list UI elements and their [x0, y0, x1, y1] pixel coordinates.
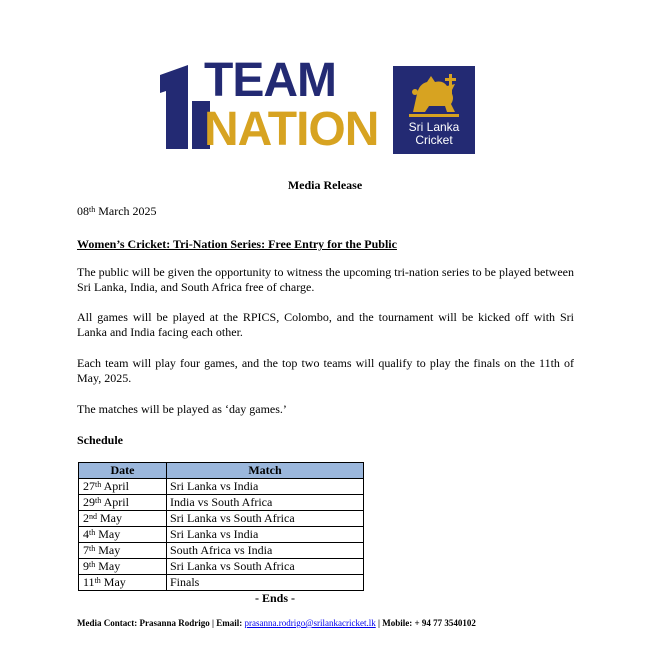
- schedule-heading: Schedule: [77, 433, 124, 447]
- numeral-one-logo-mark: [160, 65, 210, 149]
- badge-text-cricket: Cricket: [415, 133, 453, 147]
- contact-mobile: Mobile: + 94 77 3540102: [382, 618, 476, 628]
- ends-marker: - Ends -: [255, 591, 296, 605]
- table-row: [79, 559, 364, 575]
- paragraph-public-opportunity: The public will be given the opportunity to witness the upcoming tri-nation series to be played between Sri Lanka, India, and South Africa free of charge.: [77, 265, 574, 294]
- table-row: [79, 543, 364, 559]
- table-header-row: [79, 463, 364, 479]
- date-suffix: th: [89, 205, 96, 214]
- contact-separator: |: [375, 618, 383, 628]
- release-date: [77, 204, 157, 219]
- date-cell: 11th May: [79, 575, 167, 591]
- badge-text-sri-lanka: Sri Lanka: [408, 120, 460, 134]
- date-cell: 9th May: [79, 559, 167, 575]
- release-type: Media Release: [287, 178, 363, 192]
- match-cell: Sri Lanka vs South Africa: [167, 511, 364, 527]
- table-row: [79, 575, 364, 591]
- team-nation-logo: [160, 54, 480, 160]
- logo-word-team: TEAM: [204, 54, 336, 107]
- date-cell: 27th April: [79, 479, 167, 495]
- table-row: [79, 511, 364, 527]
- column-header-match: Match: [167, 463, 364, 479]
- date-cell: 7th May: [79, 543, 167, 559]
- table-row: [79, 495, 364, 511]
- contact-prefix: Media Contact: Prasanna Rodrigo | Email:: [77, 618, 245, 628]
- schedule-table: [78, 462, 364, 591]
- sri-lanka-cricket-badge: [393, 66, 475, 154]
- email-link[interactable]: prasanna.rodrigo@srilankacricket.lk: [244, 618, 376, 628]
- match-cell: Sri Lanka vs South Africa: [167, 559, 364, 575]
- paragraph-venue: All games will be played at the RPICS, Colombo, and the tournament will be kicked off with Sri Lanka and India facing each other.: [77, 310, 574, 339]
- date-cell: 2nd May: [79, 511, 167, 527]
- date-rest: March 2025: [98, 204, 157, 218]
- table-row: [79, 479, 364, 495]
- date-cell: 4th May: [79, 527, 167, 543]
- match-cell: India vs South Africa: [167, 495, 364, 511]
- match-cell: Finals: [167, 575, 364, 591]
- match-cell: Sri Lanka vs India: [167, 479, 364, 495]
- lion-emblem-icon: [405, 72, 463, 118]
- column-header-date: Date: [79, 463, 167, 479]
- paragraph-day-games: The matches will be played as ‘day games.’: [77, 402, 287, 416]
- match-cell: Sri Lanka vs India: [167, 527, 364, 543]
- logo-word-nation: NATION: [204, 103, 379, 156]
- paragraph-format: Each team will play four games, and the top two teams will qualify to play the finals on the 11th of May, 2025.: [77, 356, 574, 385]
- media-contact-line: [77, 617, 476, 629]
- date-day: 08: [77, 204, 89, 218]
- match-cell: South Africa vs India: [167, 543, 364, 559]
- table-row: [79, 527, 364, 543]
- headline: Women’s Cricket: Tri-Nation Series: Free Entry for the Public: [77, 237, 397, 251]
- date-cell: 29th April: [79, 495, 167, 511]
